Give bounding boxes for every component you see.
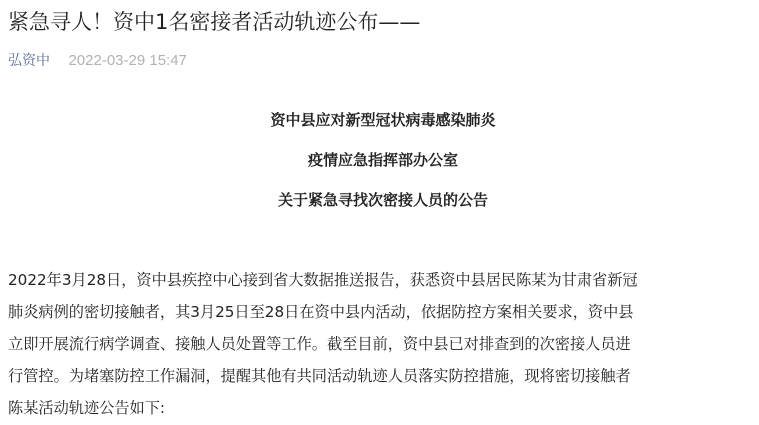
- body-line: 2022年3月28日，资中县疾控中心接到省大数据推送报告，获悉资中县居民陈某为甘肃省新冠: [8, 271, 638, 289]
- notice-heading-line-2: 疫情应急指挥部办公室: [307, 151, 458, 169]
- body-line: 肺炎病例的密切接触者，其3月25日至28日在资中县内活动，依据防控方案相关要求，资中县: [8, 303, 634, 321]
- author-link[interactable]: 弘资中: [8, 53, 50, 69]
- article-meta: [8, 50, 187, 72]
- notice-heading-line-1: 资中县应对新型冠状病毒感染肺炎: [270, 111, 496, 129]
- publish-date: 2022-03-29 15:47: [68, 52, 187, 69]
- body-line: 陈某活动轨迹公告如下:: [8, 399, 165, 417]
- notice-heading-line-3: 关于紧急寻找次密接人员的公告: [277, 191, 488, 209]
- body-line: 行管控。为堵塞防控工作漏洞，提醒其他有共同活动轨迹人员落实防控措施，现将密切接触者: [8, 367, 631, 385]
- article-title: 紧急寻人！资中1名密接者活动轨迹公布——: [8, 10, 421, 34]
- body-line: 立即开展流行病学调查、接触人员处置等工作。截至目前，资中县已对排查到的次密接人员进: [8, 335, 631, 353]
- body-paragraph: [8, 264, 758, 424]
